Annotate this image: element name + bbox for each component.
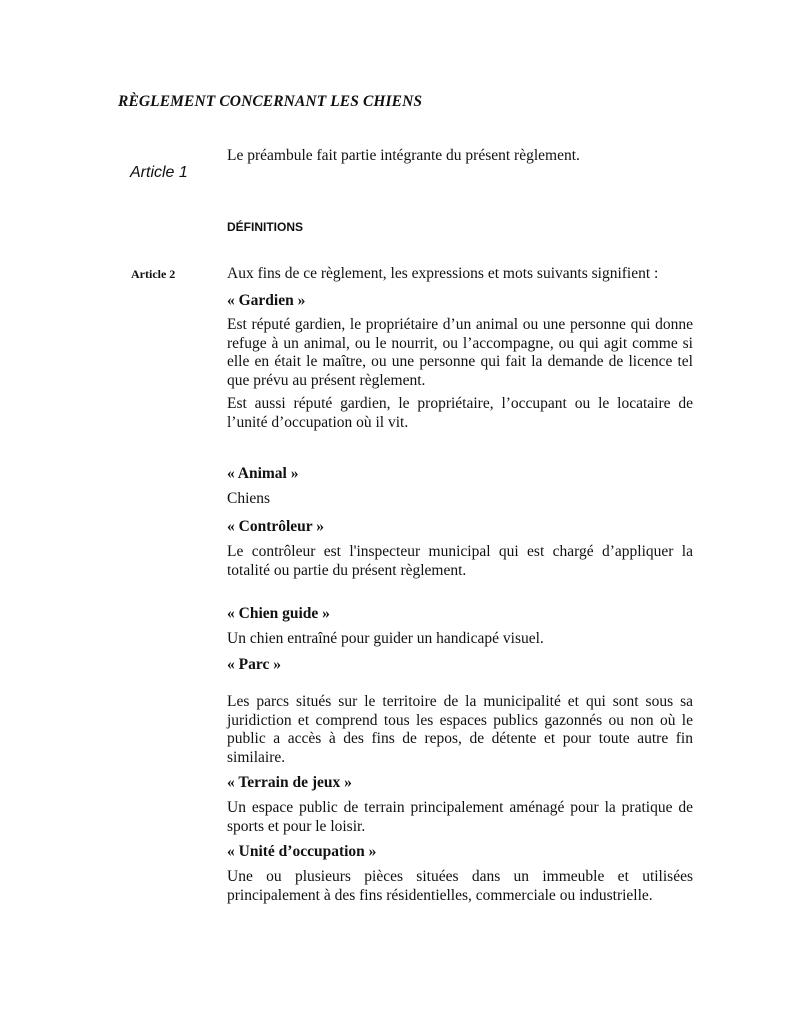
document-title: RÈGLEMENT CONCERNANT LES CHIENS [118, 93, 423, 110]
definition-text-gardien-1: Est réputé gardien, le propriétaire d’un animal ou une personne qui donne refuge à un animal, ou le nourrit, ou l’accompagne, ou qui agit comme si elle en était le maître, ou une personne qui fait la demande de licence tel que prévu au présent règlement. [227, 316, 693, 389]
definition-text-gardien-2: Est aussi réputé gardien, le propriétaire, l’occupant ou le locataire de l’unité d’occupation où il vit. [227, 395, 693, 431]
definition-term-unite-occupation: « Unité d’occupation » [227, 843, 377, 860]
definition-term-controleur: « Contrôleur » [227, 518, 325, 535]
section-heading: DÉFINITIONS [227, 220, 304, 234]
article2-label: Article 2 [131, 267, 176, 281]
definition-term-chien-guide: « Chien guide » [227, 605, 330, 622]
article1-label: Article 1 [130, 164, 188, 181]
definition-text-controleur: Le contrôleur est l'inspecteur municipal qui est chargé d’appliquer la totalité ou partie du présent règlement. [227, 543, 693, 579]
definition-term-animal: « Animal » [227, 465, 299, 482]
article2-intro: Aux fins de ce règlement, les expressions et mots suivants signifient : [227, 265, 659, 282]
definition-term-terrain-de-jeux: « Terrain de jeux » [227, 774, 352, 791]
definition-text-terrain-de-jeux: Un espace public de terrain principalement aménagé pour la pratique de sports et pour le loisir. [227, 799, 693, 835]
definition-text-unite-occupation: Une ou plusieurs pièces situées dans un immeuble et utilisées principalement à des fins résidentielles, commerciale ou industrielle. [227, 868, 693, 904]
definition-text-chien-guide: Un chien entraîné pour guider un handicapé visuel. [227, 630, 544, 647]
definition-text-parc: Les parcs situés sur le territoire de la municipalité et qui sont sous sa juridiction et comprend tous les espaces publics gazonnés ou non où le public a accès à des fins de repos, de détente et pour toute autre fin similaire. [227, 693, 693, 766]
definition-text-animal: Chiens [227, 490, 271, 507]
article1-text: Le préambule fait partie intégrante du présent règlement. [227, 147, 580, 164]
definition-term-parc: « Parc » [227, 656, 281, 673]
definition-term-gardien: « Gardien » [227, 292, 306, 309]
